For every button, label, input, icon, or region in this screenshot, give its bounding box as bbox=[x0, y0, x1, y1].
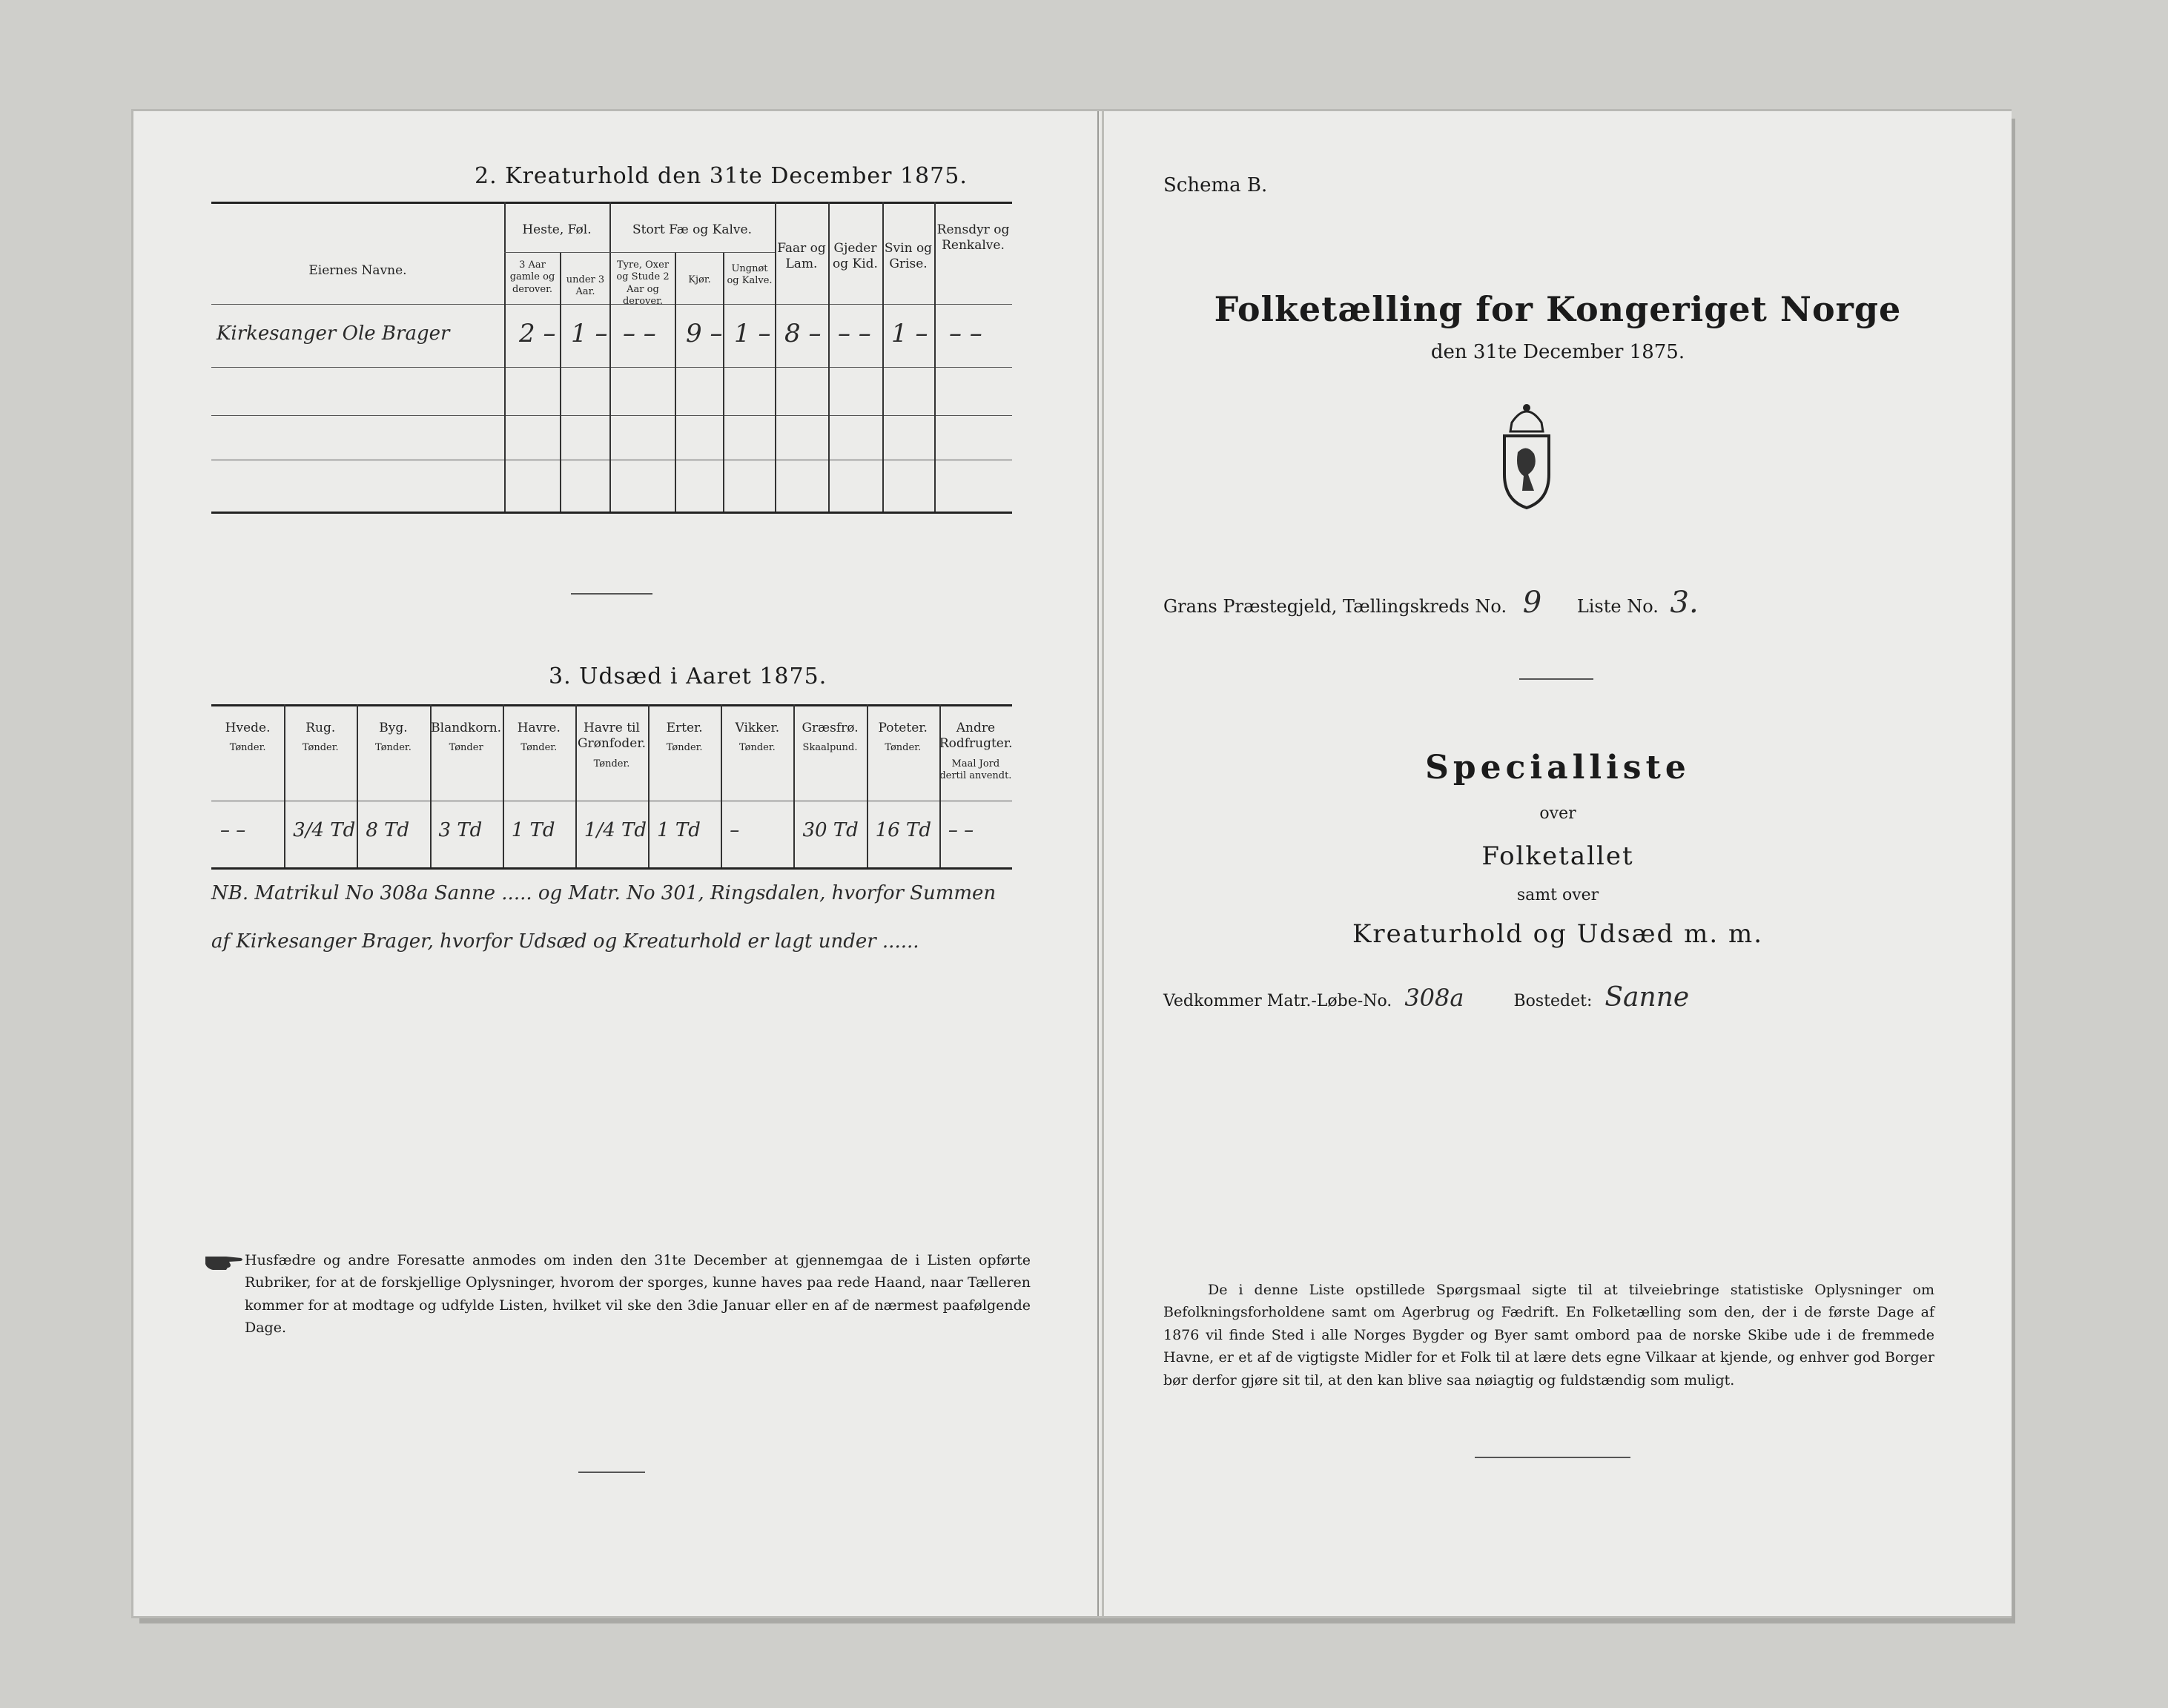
seed-column-unit: Tønder. bbox=[520, 742, 558, 754]
seed-column-header bbox=[867, 721, 939, 755]
kjor-entry: 9 – bbox=[686, 319, 723, 348]
seed-column-name: Erter. bbox=[666, 721, 703, 735]
seed-column-unit: Skaalpund. bbox=[802, 742, 858, 754]
scanned-document bbox=[133, 111, 2009, 1616]
heste-young-subheader: under 3 Aar. bbox=[566, 274, 605, 298]
seed-column-name: Vikker. bbox=[735, 721, 780, 735]
gjeder-entry: – – bbox=[838, 319, 871, 348]
seed-value-entry: 1 Td bbox=[511, 819, 555, 841]
liste-label: Liste No. bbox=[1576, 596, 1659, 617]
tyre-subheader: Tyre, Oxer og Stude 2 Aar og derover. bbox=[616, 259, 670, 307]
seed-column-unit: Tønder. bbox=[666, 742, 703, 754]
kjor-subheader: Kjør. bbox=[688, 274, 711, 285]
heste-young-entry: 1 – bbox=[571, 319, 608, 348]
section3-title: 3. Udsæd i Aaret 1875. bbox=[549, 663, 827, 689]
right-page bbox=[1102, 111, 2012, 1616]
seed-column-name: Hvede. bbox=[225, 721, 271, 735]
heste-header: Heste, Føl. bbox=[522, 222, 592, 237]
seed-value-entry: 8 Td bbox=[366, 819, 410, 841]
svin-header: Svin og Grise. bbox=[884, 241, 933, 272]
notice-to-households: Husfædre og andre Foresatte anmodes om inden den 31te December at gjennemgaa de i Listen opførte Rubriker, for at de forskjellige Oplysninger, hvorom der sporges, kunne haves paa rede Haand, naar Tælleren kommer for at modtage og udfylde Listen, hvilket vil ske den 3die Januar eller en af de nærmest paafølgende Dage. bbox=[245, 1252, 1031, 1337]
ungnot-entry: 1 – bbox=[734, 319, 771, 348]
rensdyr-entry: – – bbox=[949, 319, 982, 348]
pointing-hand-icon bbox=[204, 1249, 244, 1271]
seed-column-unit: Tønder. bbox=[302, 742, 339, 754]
svin-entry: 1 – bbox=[891, 319, 928, 348]
section2-title: 2. Kreaturhold den 31te December 1875. bbox=[475, 163, 968, 189]
seed-column-header bbox=[721, 721, 793, 755]
seed-column-unit: Tønder. bbox=[885, 742, 922, 754]
seed-value-entry: 1 Td bbox=[657, 819, 701, 841]
seed-column-name: Poteter. bbox=[878, 721, 928, 735]
seed-column-name: Byg. bbox=[379, 721, 408, 735]
handwritten-note-line2: af Kirkesanger Brager, hvorfor Udsæd og Kreaturhold er lagt under ...... bbox=[211, 930, 919, 953]
seed-value-entry: 16 Td bbox=[875, 819, 931, 841]
samt-over-text: samt over bbox=[1516, 886, 1599, 904]
seed-column-header bbox=[357, 721, 429, 755]
specialliste-heading: Specialliste bbox=[1425, 749, 1691, 787]
seed-column-name: Rug. bbox=[305, 721, 336, 735]
over-text-1: over bbox=[1539, 804, 1576, 823]
seed-column-unit: Maal Jord dertil anvendt. bbox=[939, 758, 1012, 781]
rensdyr-header: Rensdyr og Renkalve. bbox=[936, 222, 1010, 254]
prestegjeld-label: Grans Præstegjeld, bbox=[1163, 596, 1338, 617]
seed-column-unit: Tønder bbox=[449, 742, 483, 754]
form-date: den 31te December 1875. bbox=[1430, 341, 1685, 363]
kreds-label: Tællingskreds No. bbox=[1343, 596, 1507, 617]
seed-column-name: Havre til Grønfoder. bbox=[577, 721, 646, 752]
handwritten-note-line1: NB. Matrikul No 308a Sanne ..... og Matr. No 301, Ringsdalen, hvorfor Summen bbox=[211, 882, 997, 904]
seed-value-entry: – – bbox=[220, 819, 246, 841]
seed-column-name: Havre. bbox=[517, 721, 561, 735]
seed-column-header bbox=[284, 721, 357, 755]
seed-value-entry: – bbox=[730, 819, 740, 841]
seed-column-unit: Tønder. bbox=[375, 742, 412, 754]
seed-column-unit: Tønder. bbox=[229, 742, 266, 754]
owner-name-entry: Kirkesanger Ole Brager bbox=[217, 322, 450, 345]
seed-column-unit: Tønder. bbox=[738, 742, 776, 754]
form-title: Folketælling for Kongeriget Norge bbox=[1214, 289, 1902, 329]
seed-column-header bbox=[939, 721, 1012, 782]
seed-column-name: Græsfrø. bbox=[802, 721, 859, 735]
seed-value-entry: 3/4 Td bbox=[293, 819, 356, 841]
seed-column-name: Andre Rodfrugter. bbox=[939, 721, 1013, 752]
faar-header: Faar og Lam. bbox=[777, 241, 826, 272]
info-paragraph: De i denne Liste opstillede Spørgsmaal sigte til at tilveiebringe statistiske Oplysninger om Befolkningsforholdene samt om Agerbrug og Fædrift. En Folketælling som den, der i de første Dage af 1876 vil finde Sted i alle Norges Bygder og Byer samt ombord paa de norske Skibe ude i de fremmede Havne, er et af de vigtigste Midler for et Folk til at lære dets egne Vilkaar at kjende, og enhver god Borger bør derfor gjøre sit til, at den kan blive saa nøiagtig og fuldstændig som muligt. bbox=[1163, 1282, 1934, 1388]
left-page bbox=[133, 111, 1099, 1616]
seed-value-entry: 1/4 Td bbox=[584, 819, 647, 841]
matr-label: Vedkommer Matr.-Løbe-No. bbox=[1163, 992, 1392, 1010]
table2-top-rule bbox=[211, 202, 1012, 204]
matr-value: 308a bbox=[1404, 984, 1464, 1012]
coat-of-arms-icon bbox=[1490, 400, 1564, 512]
kreaturhold-heading: Kreaturhold og Udsæd m. m. bbox=[1352, 919, 1763, 949]
tyre-entry: – – bbox=[623, 319, 656, 348]
table3-top-rule bbox=[211, 704, 1012, 706]
faar-entry: 8 – bbox=[784, 319, 822, 348]
table2-bottom-rule bbox=[211, 512, 1012, 514]
seed-column-header bbox=[793, 721, 866, 755]
owner-header: Eiernes Navne. bbox=[308, 263, 407, 278]
seed-column-name: Blandkorn. bbox=[431, 721, 502, 735]
bosted-value: Sanne bbox=[1604, 982, 1690, 1013]
storfe-header: Stort Fæ og Kalve. bbox=[632, 222, 752, 237]
bosted-label: Bostedet: bbox=[1513, 992, 1593, 1010]
schema-label: Schema B. bbox=[1163, 174, 1268, 196]
heste-old-entry: 2 – bbox=[519, 319, 556, 348]
seed-column-header bbox=[575, 721, 648, 770]
seed-column-header bbox=[211, 721, 284, 755]
location-line bbox=[1163, 586, 1699, 620]
seed-column-header bbox=[430, 721, 503, 755]
ungnot-subheader: Ungnøt og Kalve. bbox=[727, 263, 773, 287]
heste-old-subheader: 3 Aar gamle og derover. bbox=[509, 259, 555, 295]
liste-value: 3. bbox=[1670, 586, 1699, 620]
kreds-value: 9 bbox=[1522, 586, 1542, 620]
matrikkel-line bbox=[1163, 982, 1689, 1013]
seed-value-entry: 30 Td bbox=[802, 819, 859, 841]
seed-column-header bbox=[503, 721, 575, 755]
seed-column-unit: Tønder. bbox=[593, 758, 630, 769]
gjeder-header: Gjeder og Kid. bbox=[833, 241, 878, 272]
seed-value-entry: – – bbox=[948, 819, 974, 841]
folketallet-heading: Folketallet bbox=[1481, 841, 1634, 871]
seed-column-header bbox=[648, 721, 721, 755]
table3-bottom-rule bbox=[211, 867, 1012, 870]
seed-value-entry: 3 Td bbox=[438, 819, 483, 841]
